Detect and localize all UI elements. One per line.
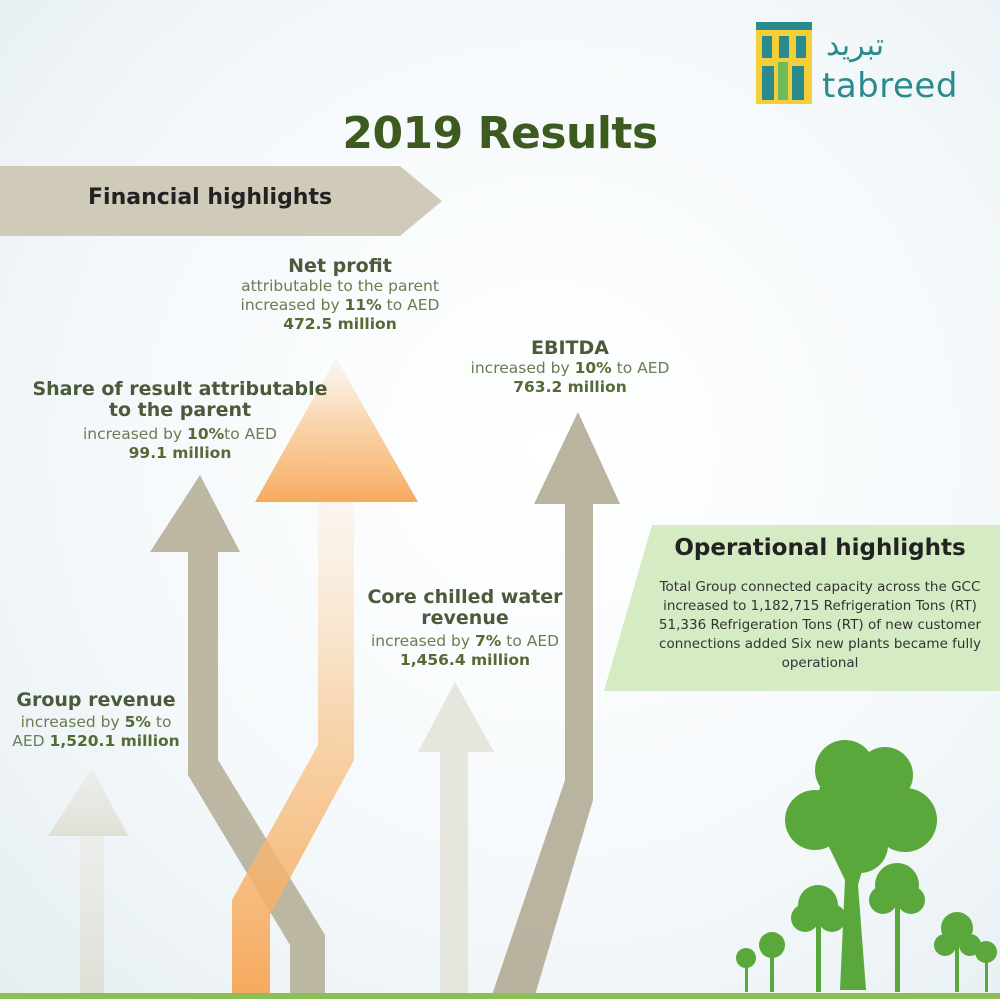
operational-line3: 51,336 Refrigeration Tons (RT) of new customer bbox=[658, 617, 982, 633]
group-revenue-block bbox=[6, 690, 186, 751]
tabreed-logo-mark bbox=[756, 22, 812, 104]
net-profit-value: 472.5 million bbox=[283, 315, 397, 333]
group-revenue-line1: increased by 5% to bbox=[20, 713, 172, 731]
tree-illustration bbox=[736, 740, 997, 992]
core-chilled-block bbox=[355, 587, 575, 670]
core-chilled-line1: increased by 7% to AED bbox=[370, 632, 560, 650]
group-revenue-line2: AED 1,520.1 million bbox=[12, 732, 180, 750]
arrow-ebitda bbox=[492, 412, 620, 995]
ebitda-heading: EBITDA bbox=[531, 337, 609, 359]
operational-title: Operational highlights bbox=[674, 535, 966, 561]
ebitda-value: 763.2 million bbox=[513, 378, 627, 396]
net-profit-heading: Net profit bbox=[288, 255, 392, 277]
arrow-group-revenue bbox=[48, 768, 128, 995]
operational-line2: increased to 1,182,715 Refrigeration Tons (RT) bbox=[663, 598, 977, 614]
core-chilled-value: 1,456.4 million bbox=[399, 651, 531, 669]
core-chilled-heading2: revenue bbox=[421, 607, 509, 629]
financial-banner-label: Financial highlights bbox=[88, 185, 333, 210]
arrow-core-chilled bbox=[418, 682, 494, 995]
ebitda-line1: increased by 10% to AED bbox=[470, 359, 670, 377]
page-title: 2019 Results bbox=[342, 108, 658, 159]
share-result-block bbox=[30, 379, 330, 463]
share-result-value: 99.1 million bbox=[128, 444, 232, 462]
ground-strip bbox=[0, 993, 1000, 999]
core-chilled-heading1: Core chilled water bbox=[367, 586, 563, 608]
net-profit-line2: increased by 11% to AED bbox=[240, 296, 440, 314]
group-revenue-heading: Group revenue bbox=[16, 689, 176, 711]
operational-line1: Total Group connected capacity across the GCC bbox=[659, 579, 981, 595]
logo-english: tabreed bbox=[822, 66, 958, 106]
ebitda-block bbox=[455, 338, 685, 397]
share-result-line1: increased by 10%to AED bbox=[83, 425, 277, 443]
logo-arabic: تبريد bbox=[826, 28, 885, 63]
net-profit-block bbox=[230, 256, 450, 334]
net-profit-line1: attributable to the parent bbox=[241, 277, 439, 295]
share-result-heading1: Share of result attributable bbox=[32, 378, 328, 400]
operational-line4: connections added Six new plants became fully bbox=[659, 636, 981, 652]
operational-line5: operational bbox=[781, 655, 859, 671]
share-result-heading2: to the parent bbox=[108, 399, 252, 421]
operational-body bbox=[640, 578, 1000, 673]
